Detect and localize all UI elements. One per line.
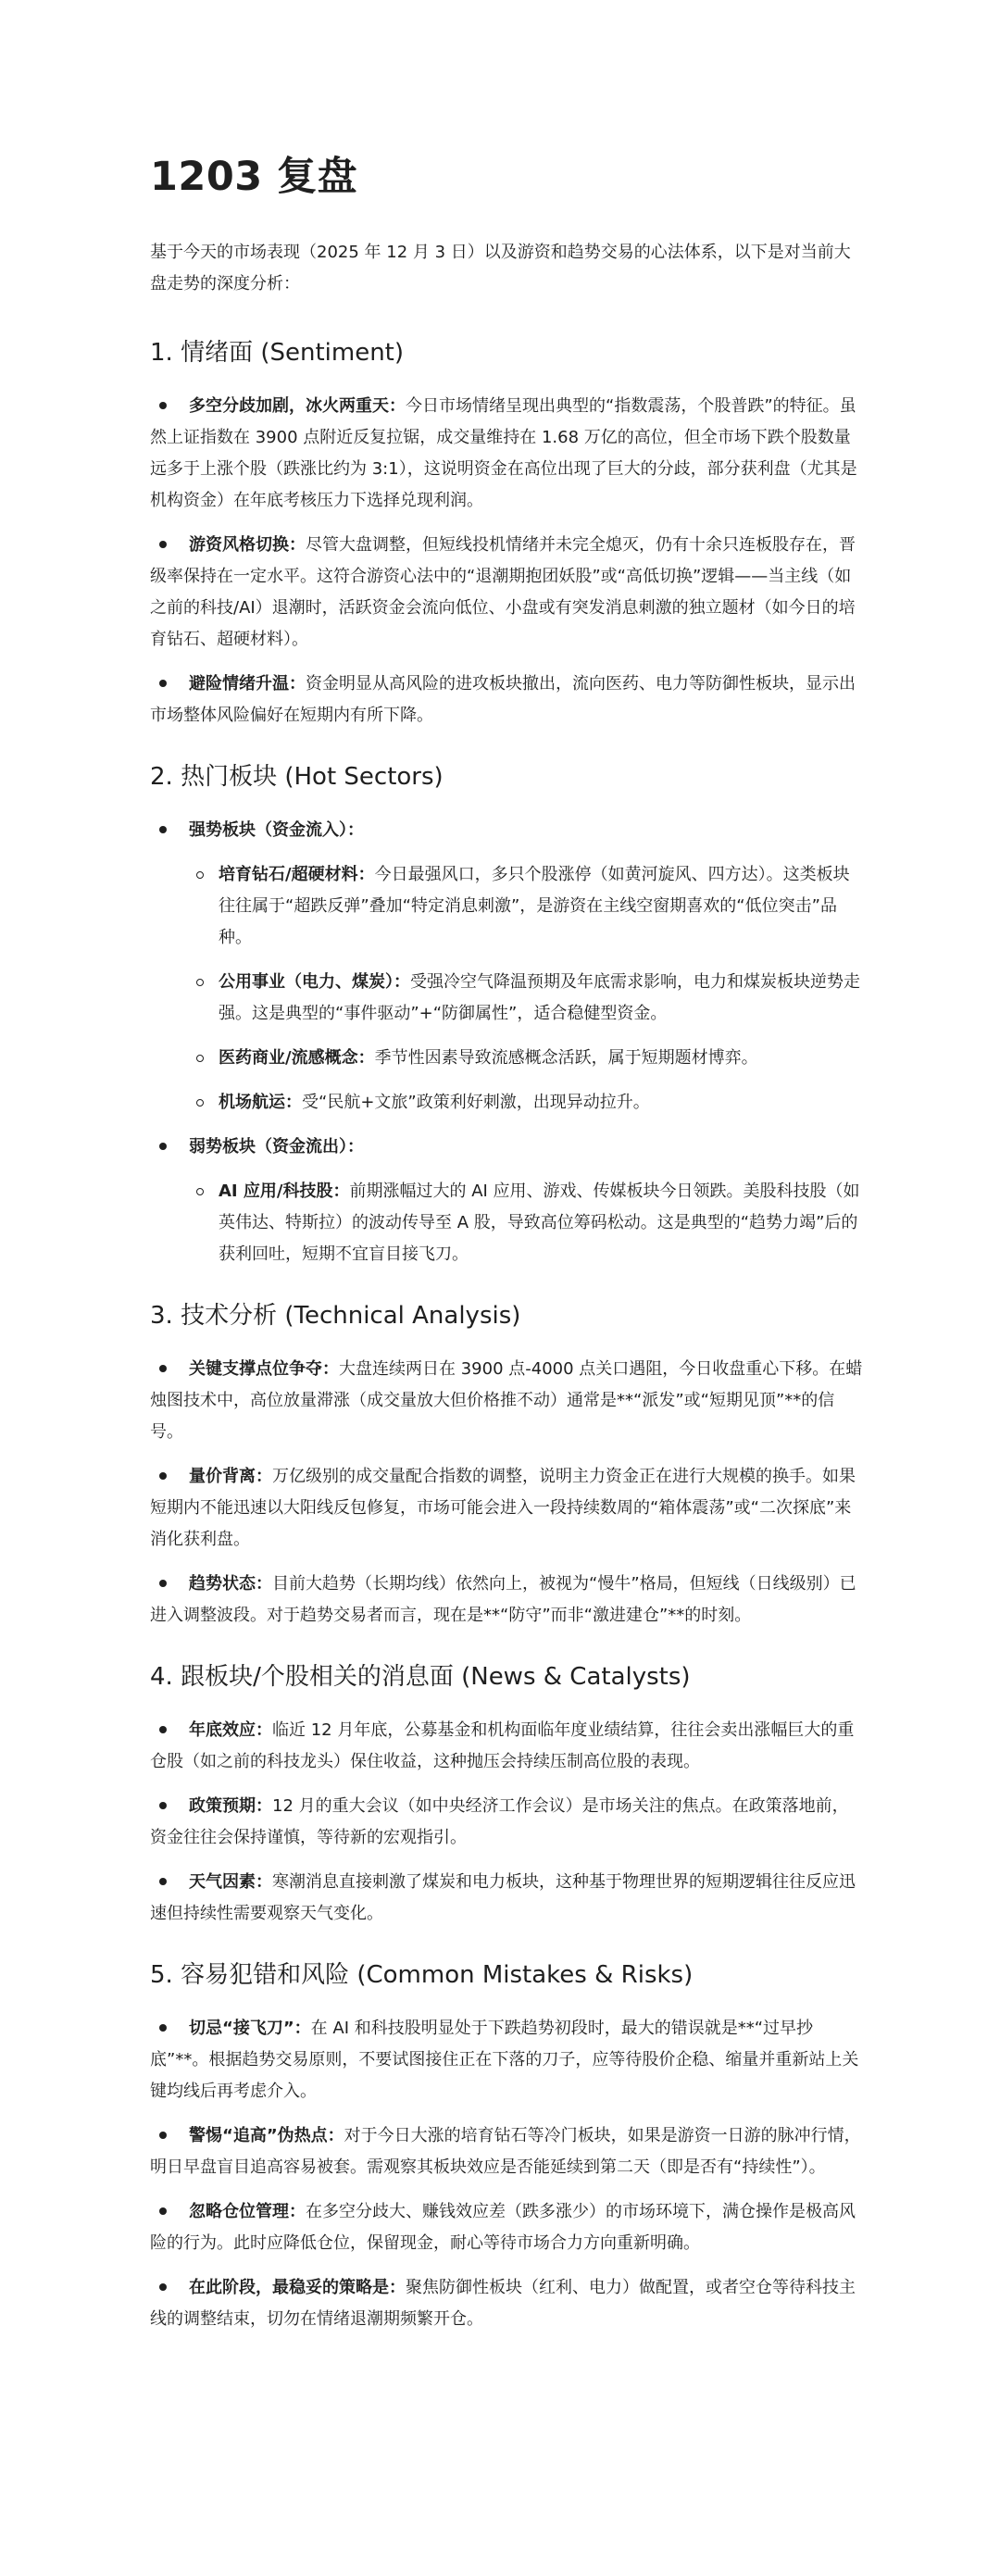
item-label: 弱势板块（资金流出）： xyxy=(189,1137,364,1157)
bullet-icon xyxy=(159,2132,167,2139)
section-heading-news: 4. 跟板块/个股相关的消息面 (News & Catalysts) xyxy=(150,1663,691,1691)
bullet-icon xyxy=(159,1580,167,1587)
item-text: 受强冷空气降温预期及年底需求影响，电力和煤炭板块逆势走强。这是典型的“事件驱动”+“防御属性”，适合稳健型资金。 xyxy=(219,972,860,1023)
item-text: 在 AI 和科技股明显处于下跌趋势初段时，最大的错误就是**“过早抄底”**。根据趋势交易原则，不要试图接住正在下落的刀子，应等待股价企稳、缩量并重新站上关键均线后再考虑介入。 xyxy=(150,2019,859,2101)
intro-paragraph: 基于今天的市场表现（2025 年 12 月 3 日）以及游资和趋势交易的心法体系，以下是对当前大盘走势的深度分析： xyxy=(150,243,851,294)
list-item xyxy=(150,1715,863,1778)
list-item xyxy=(150,391,863,517)
list-item xyxy=(150,2120,863,2183)
item-text: 前期涨幅过大的 AI 应用、游戏、传媒板块今日领跌。美股科技股（如英伟达、特斯拉）的波动传导至 A 股，导致高位筹码松动。这是典型的“趋势力竭”后的获利回吐，短期不宜盲目接飞刀。 xyxy=(219,1182,860,1264)
list-item-strong-sectors xyxy=(150,815,863,1119)
sublist-item xyxy=(150,1176,863,1270)
list-item xyxy=(150,669,863,732)
item-text: 目前大趋势（长期均线）依然向上，被视为“慢牛”格局，但短线（日线级别）已进入调整波段。对于趋势交易者而言，现在是**“防守”而非“激进建仓”**的时刻。 xyxy=(150,1574,856,1625)
sublist-item xyxy=(150,1087,863,1119)
hollow-bullet-icon xyxy=(196,871,204,879)
list-item xyxy=(150,1354,863,1448)
item-label: 量价背离： xyxy=(189,1467,272,1486)
bullet-icon xyxy=(159,1802,167,1809)
bullet-icon xyxy=(159,2283,167,2291)
item-text: 聚焦防御性板块（红利、电力）做配置，或者空仓等待科技主线的调整结束，切勿在情绪退潮期频繁开仓。 xyxy=(150,2278,856,2329)
sublist-item xyxy=(150,1043,863,1074)
bullet-icon xyxy=(159,1726,167,1733)
hollow-bullet-icon xyxy=(196,979,204,986)
list-item xyxy=(150,2013,863,2107)
item-text: 万亿级别的成交量配合指数的调整，说明主力资金正在进行大规模的换手。如果短期内不能迅速以大阳线反包修复，市场可能会进入一段持续数周的“箱体震荡”或“二次探底”来消化获利盘。 xyxy=(150,1467,856,1549)
hollow-bullet-icon xyxy=(196,1099,204,1107)
item-label: 避险情绪升温： xyxy=(189,674,306,694)
bullet-icon xyxy=(159,1472,167,1480)
item-label: 医药商业/流感概念： xyxy=(219,1048,375,1068)
item-label: 机场航运： xyxy=(219,1093,302,1112)
page-title: 1203 复盘 xyxy=(150,154,358,200)
item-label: 培育钻石/超硬材料： xyxy=(219,865,375,884)
list-item xyxy=(150,1791,863,1854)
item-text: 尽管大盘调整，但短线投机情绪并未完全熄灭，仍有十余只连板股存在，晋级率保持在一定水平。这符合游资心法中的“退潮期抱团妖股”或“高低切换”逻辑——当主线（如之前的科技/AI）退潮时，活跃资金会流向低位、小盘或有突发消息刺激的独立题材（如今日的培育钻石、超硬材料）。 xyxy=(150,535,856,649)
item-label: 游资风格切换： xyxy=(189,535,306,555)
item-text: 资金明显从高风险的进攻板块撤出，流向医药、电力等防御性板块，显示出市场整体风险偏好在短期内有所下降。 xyxy=(150,674,856,725)
technical-list xyxy=(150,1354,863,1632)
item-text: 寒潮消息直接刺激了煤炭和电力板块，这种基于物理世界的短期逻辑往往反应迅速但持续性需要观察天气变化。 xyxy=(150,1872,856,1923)
item-label: 政策预期： xyxy=(189,1796,272,1816)
bullet-icon xyxy=(159,1878,167,1885)
weak-sectors-sublist xyxy=(150,1176,863,1270)
risks-list xyxy=(150,2013,863,2335)
section-heading-sentiment: 1. 情绪面 (Sentiment) xyxy=(150,339,405,367)
hollow-bullet-icon xyxy=(196,1188,204,1195)
section-heading-risks: 5. 容易犯错和风险 (Common Mistakes & Risks) xyxy=(150,1961,694,1989)
item-text: 临近 12 月年底，公募基金和机构面临年度业绩结算，往往会卖出涨幅巨大的重仓股（如之前的科技龙头）保住收益，这种抛压会持续压制高位股的表现。 xyxy=(150,1720,855,1771)
item-text: 受“民航+文旅”政策利好刺激，出现异动拉升。 xyxy=(302,1093,650,1112)
bullet-icon xyxy=(159,1143,167,1150)
list-item xyxy=(150,530,863,656)
item-label: 趋势状态： xyxy=(189,1574,272,1594)
list-item xyxy=(150,2196,863,2259)
item-label: AI 应用/科技股： xyxy=(219,1182,350,1201)
item-label: 天气因素： xyxy=(189,1872,272,1892)
hot-sectors-list xyxy=(150,815,863,1270)
item-text: 今日市场情绪呈现出典型的“指数震荡，个股普跌”的特征。虽然上证指数在 3900 点附近反复拉锯，成交量维持在 1.68 万亿的高位，但全市场下跌个股数量远多于上涨个股（跌涨比约为 3:1），这说明资金在高位出现了巨大的分歧，部分获利盘（尤其是机构资金）在年底考核压力下选择兑现利润。 xyxy=(150,396,857,510)
bullet-icon xyxy=(159,1365,167,1372)
item-text: 大盘连续两日在 3900 点-4000 点关口遇阻，今日收盘重心下移。在蜡烛图技术中，高位放量滞涨（成交量放大但价格推不动）通常是**“派发”或“短期见顶”**的信号。 xyxy=(150,1359,863,1442)
item-text: 在多空分歧大、赚钱效应差（跌多涨少）的市场环境下，满仓操作是极高风险的行为。此时应降低仓位，保留现金，耐心等待市场合力方向重新明确。 xyxy=(150,2202,856,2253)
bullet-icon xyxy=(159,2207,167,2215)
bullet-icon xyxy=(159,826,167,833)
item-text: 今日最强风口，多只个股涨停（如黄河旋风、四方达）。这类板块往往属于“超跌反弹”叠加“特定消息刺激”，是游资在主线空窗期喜欢的“低位突击”品种。 xyxy=(219,865,850,947)
bullet-icon xyxy=(159,402,167,409)
item-label: 在此阶段，最稳妥的策略是： xyxy=(189,2278,406,2297)
section-heading-technical: 3. 技术分析 (Technical Analysis) xyxy=(150,1302,521,1330)
sublist-item xyxy=(150,859,863,954)
bullet-icon xyxy=(159,541,167,548)
list-item xyxy=(150,1461,863,1556)
list-item xyxy=(150,1569,863,1632)
item-label: 忽略仓位管理： xyxy=(189,2202,306,2221)
sentiment-list xyxy=(150,391,863,732)
section-heading-hot-sectors: 2. 热门板块 (Hot Sectors) xyxy=(150,763,444,791)
item-label: 切忌“接飞刀”： xyxy=(189,2019,311,2038)
list-item xyxy=(150,1867,863,1930)
item-text: 对于今日大涨的培育钻石等冷门板块，如果是游资一日游的脉冲行情，明日早盘盲目追高容易被套。需观察其板块效应是否能延续到第二天（即是否有“持续性”）。 xyxy=(150,2126,861,2177)
bullet-icon xyxy=(159,680,167,687)
item-label: 关键支撑点位争夺： xyxy=(189,1359,339,1379)
item-label: 年底效应： xyxy=(189,1720,272,1740)
sublist-item xyxy=(150,967,863,1030)
list-item xyxy=(150,2272,863,2335)
item-label: 警惕“追高”伪热点： xyxy=(189,2126,344,2145)
item-label: 强势板块（资金流入）： xyxy=(189,820,364,840)
item-label: 多空分歧加剧，冰火两重天： xyxy=(189,396,406,416)
bullet-icon xyxy=(159,2024,167,2032)
news-list xyxy=(150,1715,863,1930)
hollow-bullet-icon xyxy=(196,1055,204,1062)
item-text: 季节性因素导致流感概念活跃，属于短期题材博弈。 xyxy=(374,1048,758,1068)
item-label: 公用事业（电力、煤炭）： xyxy=(219,972,410,992)
strong-sectors-sublist xyxy=(150,859,863,1119)
list-item-weak-sectors xyxy=(150,1132,863,1270)
item-text: 12 月的重大会议（如中央经济工作会议）是市场关注的焦点。在政策落地前，资金往往会保持谨慎，等待新的宏观指引。 xyxy=(150,1796,849,1847)
